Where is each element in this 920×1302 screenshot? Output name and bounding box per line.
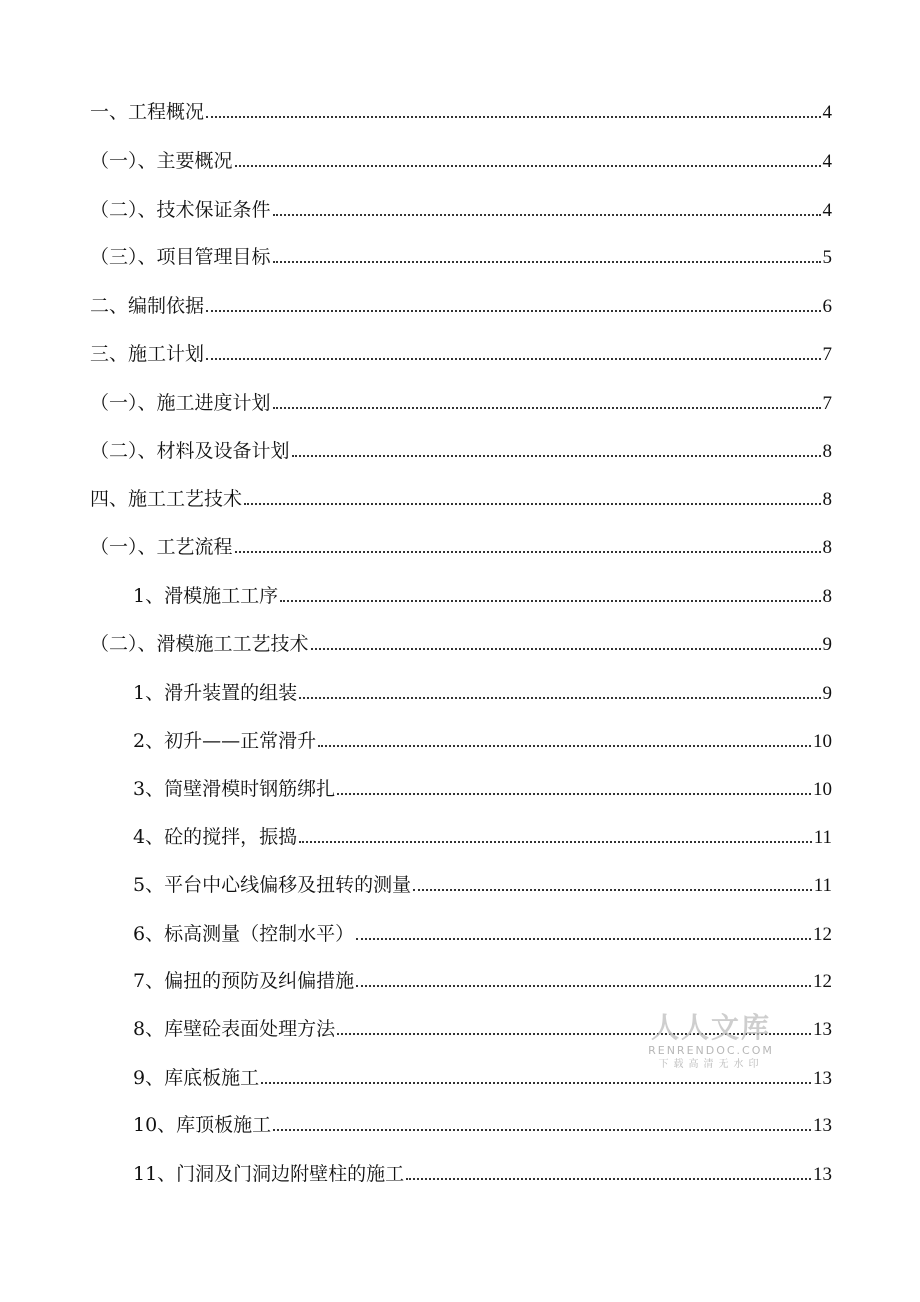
toc-dot-leader <box>292 454 821 457</box>
toc-entry-label: （二）、材料及设备计划 <box>90 440 290 462</box>
toc-entry-page: 8 <box>822 489 832 510</box>
toc-entry[interactable] <box>90 485 832 513</box>
toc-entry-page: 9 <box>822 634 832 655</box>
toc-dot-leader <box>356 984 811 987</box>
toc-dot-leader <box>235 550 821 553</box>
toc-entry[interactable] <box>133 823 832 851</box>
toc-entry-page: 13 <box>813 1164 832 1185</box>
toc-entry-label: 二、编制依据 <box>90 295 205 317</box>
toc-entry-page: 6 <box>822 296 832 317</box>
toc-entry[interactable] <box>90 533 832 561</box>
toc-entry-label: 10、库顶板施工 <box>133 1114 272 1136</box>
toc-entry[interactable] <box>133 967 832 995</box>
toc-entry-label: （二）、技术保证条件 <box>90 199 271 221</box>
toc-entry[interactable] <box>90 630 832 658</box>
toc-dot-leader <box>406 1177 811 1180</box>
toc-entry-page: 13 <box>813 1019 832 1040</box>
toc-dot-leader <box>413 888 812 891</box>
toc-dot-leader <box>280 599 820 602</box>
toc-dot-leader <box>273 406 821 409</box>
toc-entry-label: 4、砼的搅拌，振捣 <box>133 826 298 848</box>
toc-entry[interactable] <box>133 1015 832 1043</box>
watermark-domain: RENRENDOC.COM <box>648 1044 774 1057</box>
toc-entry[interactable] <box>90 340 832 368</box>
toc-entry[interactable] <box>90 196 832 224</box>
toc-entry-page: 12 <box>813 924 832 945</box>
toc-entry-page: 8 <box>822 441 832 462</box>
toc-entry[interactable] <box>133 1064 832 1092</box>
toc-dot-leader <box>273 1128 811 1131</box>
toc-dot-leader <box>273 213 821 216</box>
toc-dot-leader <box>337 792 811 795</box>
toc-entry[interactable] <box>133 679 832 707</box>
toc-entry-page: 4 <box>822 151 832 172</box>
toc-entry[interactable] <box>133 727 832 755</box>
toc-entry[interactable] <box>90 437 832 465</box>
toc-entry[interactable] <box>133 1111 832 1139</box>
toc-entry-label: 8、库壁砼表面处理方法 <box>133 1018 336 1040</box>
toc-dot-leader <box>206 115 820 118</box>
toc-dot-leader <box>235 164 821 167</box>
toc-entry-page: 11 <box>813 827 832 848</box>
toc-entry-label: （一）、施工进度计划 <box>90 392 271 414</box>
toc-entry-label: 5、平台中心线偏移及扭转的测量 <box>133 874 412 896</box>
toc-dot-leader <box>311 647 821 650</box>
toc-entry-label: （二）、滑模施工工艺技术 <box>90 633 309 655</box>
toc-entry-page: 9 <box>822 683 832 704</box>
toc-dot-leader <box>261 1081 811 1084</box>
toc-entry-page: 10 <box>813 779 832 800</box>
toc-entry-label: 2、初升——正常滑升 <box>133 730 317 752</box>
toc-entry-page: 11 <box>813 875 832 896</box>
toc-entry-page: 7 <box>822 393 832 414</box>
toc-entry-page: 7 <box>822 344 832 365</box>
toc-entry-label: 一、工程概况 <box>90 101 205 123</box>
toc-entry-label: 7、偏扭的预防及纠偏措施 <box>133 970 355 992</box>
toc-entry[interactable] <box>90 389 832 417</box>
toc-dot-leader <box>206 357 820 360</box>
toc-entry-label: 11、门洞及门洞边附壁柱的施工 <box>133 1163 405 1185</box>
toc-entry-label: 3、筒壁滑模时钢筋绑扎 <box>133 778 336 800</box>
watermark-slogan: 下载高清无水印 <box>658 1059 764 1070</box>
toc-entry-page: 13 <box>813 1115 832 1136</box>
toc-entry-page: 4 <box>822 200 832 221</box>
toc-entry-page: 4 <box>822 102 832 123</box>
watermark-title: 人人文库 <box>650 1011 771 1044</box>
toc-entry-label: （一）、工艺流程 <box>90 536 233 558</box>
toc-dot-leader <box>337 1032 811 1035</box>
toc-entry-label: 1、滑模施工工序 <box>133 585 279 607</box>
toc-entry-page: 10 <box>813 731 832 752</box>
toc-entry-page: 5 <box>822 247 832 268</box>
toc-entry[interactable] <box>133 1160 832 1188</box>
toc-entry-page: 12 <box>813 971 832 992</box>
toc-entry-page: 8 <box>822 586 832 607</box>
toc-entry-label: 9、库底板施工 <box>133 1067 260 1089</box>
toc-dot-leader <box>318 744 811 747</box>
toc-entry-label: 1、滑升装置的组装 <box>133 682 298 704</box>
toc-entry-label: 6、标高测量（控制水平） <box>133 923 355 945</box>
toc-dot-leader <box>206 309 820 312</box>
toc-dot-leader <box>273 260 821 263</box>
toc-entry[interactable] <box>133 582 832 610</box>
toc-entry-label: 四、施工工艺技术 <box>90 488 243 510</box>
toc-entry[interactable] <box>133 775 832 803</box>
toc-entry[interactable] <box>90 243 832 271</box>
toc-entry[interactable] <box>90 292 832 320</box>
toc-entry[interactable] <box>133 871 832 899</box>
toc-entry-label: （一）、主要概况 <box>90 150 233 172</box>
toc-dot-leader <box>299 696 820 699</box>
toc-dot-leader <box>299 840 812 843</box>
toc-entry-page: 8 <box>822 537 832 558</box>
toc-entry[interactable] <box>133 920 832 948</box>
toc-entry-page: 13 <box>813 1068 832 1089</box>
toc-entry[interactable] <box>90 147 832 175</box>
toc-entry[interactable] <box>90 98 832 126</box>
toc-entry-label: （三）、项目管理目标 <box>90 246 271 268</box>
toc-entry-label: 三、施工计划 <box>90 343 205 365</box>
toc-dot-leader <box>356 937 811 940</box>
toc-dot-leader <box>244 502 820 505</box>
